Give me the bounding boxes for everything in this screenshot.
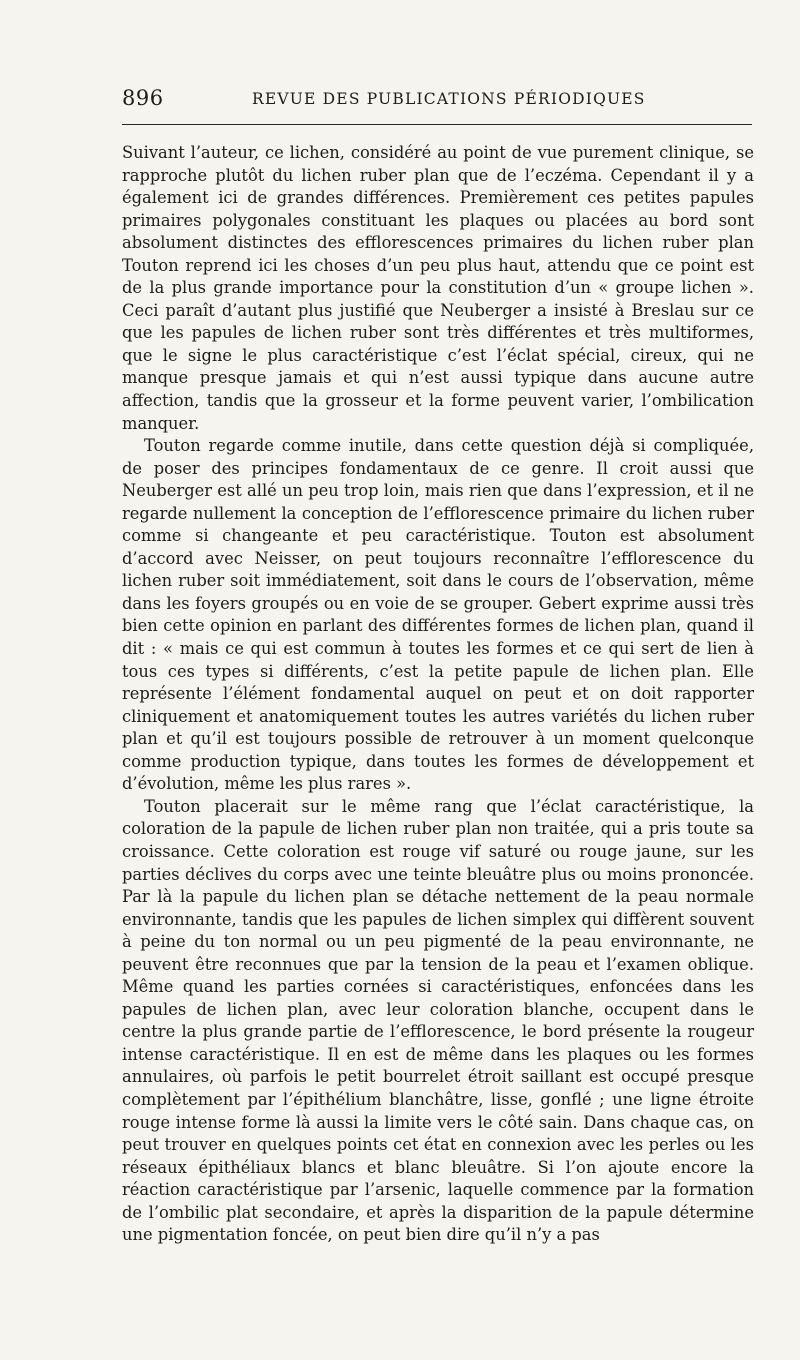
paragraph: Touton placerait sur le même rang que l’éclat caractéristique, la coloration de la papule de lichen ruber plan non traitée, qui a pris toute sa croissance. Cette coloration est rouge vif saturé ou rouge jaune, sur les parties déclives du corps avec une teinte bleuâtre plus ou moins prononcée. Par là la papule du lichen plan se détache nettement de la peau normale environnante, tandis que les papules de lichen simplex qui diffèrent souvent à peine du ton normal ou un peu pigmenté de la peau environnante, ne peuvent être reconnues que par la tension de la peau et l’examen oblique. Même quand les parties cornées si caractéristiques, enfoncées dans les papules de lichen plan, avec leur coloration blanche, occupent dans le centre la plus grande partie de l’efflorescence, le bord présente la rougeur intense caractéristique. Il en est de même dans les plaques ou les formes annulaires, où parfois le petit bourrelet étroit saillant est occupé presque complètement par l’épithélium blanchâtre, lisse, gonflé ; une ligne étroite rouge intense forme là aussi la limite vers le côté sain. Dans chaque cas, on peut trouver en quelques points cet état en connexion avec les perles ou les réseaux épithéliaux blancs et blanc bleuâtre. Si l’on ajoute encore la réaction caractéristique par l’arsenic, laquelle commence par la formation de l’ombilic plat secondaire, et après la disparition de la papule détermine une pigmentation foncée, on peut bien dire qu’il n’y a pas [122, 796, 754, 1245]
paragraph: Suivant l’auteur, ce lichen, considéré au point de vue purement clinique, se rapproche plutôt du lichen ruber plan que de l’eczéma. Cependant il y a également ici de grandes différences. Premièrement ces petites papules primaires polygonales constituant les plaques ou placées au bord sont absolument distinctes des efflorescences primaires du lichen ruber plan Touton reprend ici les choses d’un peu plus haut, attendu que ce point est de la plus grande importance pour la constitution d’un « groupe lichen ». Ceci paraît d’autant plus justifié que Neuberger a insisté à Breslau sur ce que les papules de lichen ruber sont très différentes et très multiformes, que le signe le plus caractéristique c’est l’éclat spécial, cireux, qui ne manque presque jamais et qui n’est aussi typique dans aucune autre affection, tandis que la grosseur et la forme peuvent varier, l’ombilication manquer. [122, 143, 754, 433]
header-rule [122, 124, 752, 125]
paragraph: Touton regarde comme inutile, dans cette question déjà si compliquée, de poser des principes fondamentaux de ce genre. Il croit aussi que Neuberger est allé un peu trop loin, mais rien que dans l’expression, et il ne regarde nullement la conception de l’efflorescence primaire du lichen ruber comme si changeante et peu caractéristique. Touton est absolument d’accord avec Neisser, on peut toujours reconnaître l’efflorescence du lichen ruber soit immédiatement, soit dans le cours de l’observation, même dans les foyers groupés ou en voie de se grouper. Gebert exprime aussi très bien cette opinion en parlant des différentes formes de lichen plan, quand il dit : « mais ce qui est commun à toutes les formes et ce qui sert de lien à tous ces types si différents, c’est la petite papule de lichen plan. Elle représente l’élément fondamental auquel on peut et on doit rapporter cliniquement et anatomiquement toutes les autres variétés du lichen ruber plan et qu’il est toujours possible de retrouver à un moment quelconque comme production typique, dans toutes les formes de développement et d’évolution, même les plus rares ». [122, 436, 754, 794]
body-text [122, 142, 754, 1247]
running-head: REVUE DES PUBLICATIONS PÉRIODIQUES [252, 90, 646, 108]
page-header [122, 86, 752, 116]
page-number: 896 [122, 86, 164, 110]
